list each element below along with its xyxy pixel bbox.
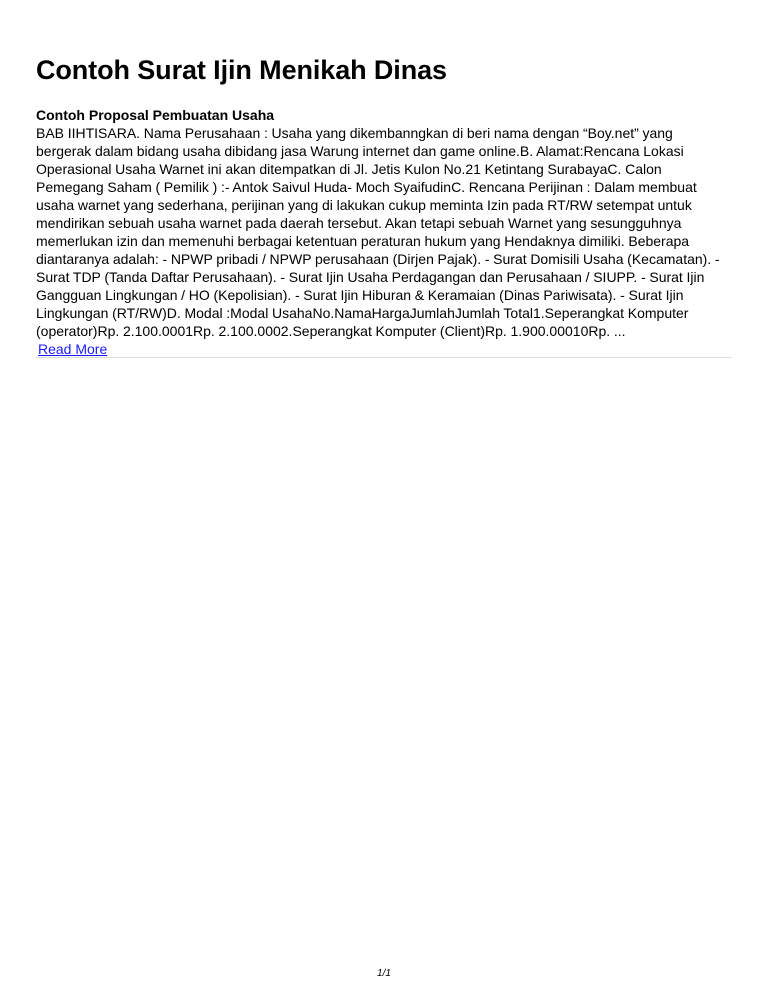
section-divider: [36, 357, 732, 358]
page-title: Contoh Surat Ijin Menikah Dinas: [36, 55, 447, 85]
read-more-link[interactable]: Read More: [38, 341, 108, 357]
article-entry: [36, 106, 732, 359]
article-excerpt: BAB IIHTISARA. Nama Perusahaan : Usaha yang dikembanngkan di beri nama dengan “Boy.net” yang bergerak dalam bidang usaha dibidang jasa Warung internet dan game online.B. Alamat:Rencana Lokasi Operasional Usaha Warnet ini akan ditempatkan di Jl. Jetis Kulon No.21 Ketintang SurabayaC. Calon Pemegang Saham ( Pemilik ) :- Antok Saivul Huda- Moch SyaifudinC. Rencana Perijinan : Dalam membuat usaha warnet yang sederhana, perijinan yang di lakukan cukup meminta Izin pada RT/RW setempat untuk mendirikan sebuah usaha warnet pada daerah tersebut. Akan tetapi sebuah Warnet yang sesungguhnya memerlukan izin dan memenuhi berbagai ketentuan peraturan hukum yang Hendaknya dimiliki. Beberapa diantaranya adalah: - NPWP pribadi / NPWP perusahaan (Dirjen Pajak). - Surat Domisili Usaha (Kecamatan). - Surat TDP (Tanda Daftar Perusahaan). - Surat Ijin Usaha Perdagangan dan Perusahaan / SIUPP. - Surat Ijin Gangguan Lingkungan / HO (Kepolisian). - Surat Ijin Hiburan & Keramaian (Dinas Pariwisata). - Surat Ijin Lingkungan (RT/RW)D. Modal :Modal UsahaNo.NamaHargaJumlahJumlah Total1.Seperangkat Komputer (operator)Rp. 2.100.0001Rp. 2.100.0002.Seperangkat Komputer (Client)Rp. 1.900.00010Rp. ...: [36, 125, 720, 339]
article-heading: Contoh Proposal Pembuatan Usaha: [36, 107, 275, 123]
page-number: 1/1: [377, 968, 391, 979]
